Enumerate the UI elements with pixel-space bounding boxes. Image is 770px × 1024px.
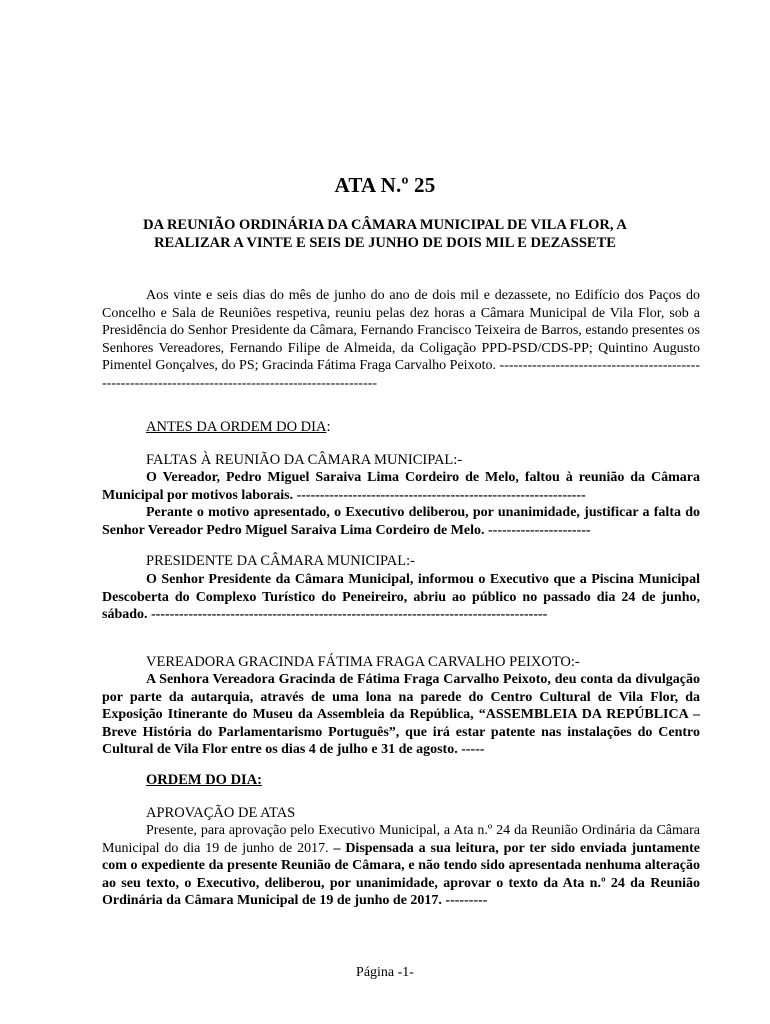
vereadora-paragraph: A Senhora Vereadora Gracinda de Fátima Fraga Carvalho Peixoto, deu conta da divulgação por parte da autarquia, através de uma lona na parede do Centro Cultural de Vila Flor, da Exposição Itinerante do Museu da Assembleia da República, “ASSEMBLEIA DA REPÚBLICA – Breve História do Parlamentarismo Português”, que irá estar patente nas instalações do Centro Cultural de Vila Flor entre os dias 4 de julho e 31 de agosto. ----- — [102, 672, 700, 758]
intro-paragraph: Aos vinte e seis dias do mês de junho do ano de dois mil e dezassete, no Edifício dos Paços do Concelho e Sala de Reuniões respetiva, reuniu pelas dez horas a Câmara Municipal de Vila Flor, sob a Presidência do Senhor Presidente da Câmara, Fernando Francisco Teixeira de Barros, estando presentes os Senhores Vereadores, Fernando Filipe de Almeida, da Coligação PPD-PSD/CDS-PP; Quintino Augusto Pimentel Gonçalves, do PS; Gracinda Fátima Fraga Carvalho Peixoto. ------------------------------------------------------------------------------------------------------ — [102, 288, 700, 391]
intro-paragraph-block — [102, 287, 700, 393]
presidente-block — [102, 571, 700, 624]
presidente-heading: PRESIDENTE DA CÂMARA MUNICIPAL:- — [146, 553, 415, 569]
subtitle-line-1: DA REUNIÃO ORDINÁRIA DA CÂMARA MUNICIPAL DE VILA FLOR, A — [143, 217, 627, 233]
vereadora-heading: VEREADORA GRACINDA FÁTIMA FRAGA CARVALHO PEIXOTO:- — [146, 654, 580, 670]
section-antes-da-ordem — [146, 419, 330, 436]
atas-paragraph-normal: Presente, para aprovação pelo Executivo Municipal, a Ata n.º 24 da Reunião Ordinária da Câmara Municipal do dia 19 de junho de 2017. — [102, 823, 700, 856]
document-title: ATA N.º 25 — [334, 173, 436, 197]
atas-paragraph — [102, 822, 700, 910]
page-number-footer: Página -1- — [356, 965, 414, 980]
faltas-heading: FALTAS À REUNIÃO DA CÂMARA MUNICIPAL:- — [146, 452, 463, 468]
faltas-block — [102, 469, 700, 539]
document-subtitle — [120, 216, 650, 252]
vereadora-block — [102, 671, 700, 759]
atas-paragraph-bold: – Dispensada a sua leitura, por ter sido enviada juntamente com o expediente da presente Reunião de Câmara, e não tendo sido apresentada nenhuma alteração ao seu texto, o Executivo, deliberou, por unanimidade, aprovar o texto da Ata n.º 24 da Reunião Ordinária da Câmara Municipal de 19 de junho de 2017. --------- — [102, 840, 700, 909]
atas-block — [102, 822, 700, 910]
presidente-paragraph: O Senhor Presidente da Câmara Municipal, informou o Executivo que a Piscina Municipal Descoberta do Complexo Turístico do Peneireiro, abriu ao público no passado dia 24 de junho, sábado. ------------------------------------------------------------------------------------- — [102, 572, 700, 623]
section-ordem-do-dia: ORDEM DO DIA: — [146, 772, 262, 788]
subtitle-line-2: REALIZAR A VINTE E SEIS DE JUNHO DE DOIS MIL E DEZASSETE — [154, 235, 616, 251]
atas-heading: APROVAÇÃO DE ATAS — [146, 805, 296, 821]
faltas-paragraph-1: O Vereador, Pedro Miguel Saraiva Lima Cordeiro de Melo, faltou à reunião da Câmara Municipal por motivos laborais. -------------------------------------------------------------- — [102, 470, 700, 503]
faltas-paragraph-2: Perante o motivo apresentado, o Executivo deliberou, por unanimidade, justificar a falta do Senhor Vereador Pedro Miguel Saraiva Lima Cordeiro de Melo. ---------------------- — [102, 505, 700, 538]
section-antes-label: ANTES DA ORDEM DO DIA — [146, 419, 327, 435]
section-antes-colon: : — [326, 419, 331, 435]
